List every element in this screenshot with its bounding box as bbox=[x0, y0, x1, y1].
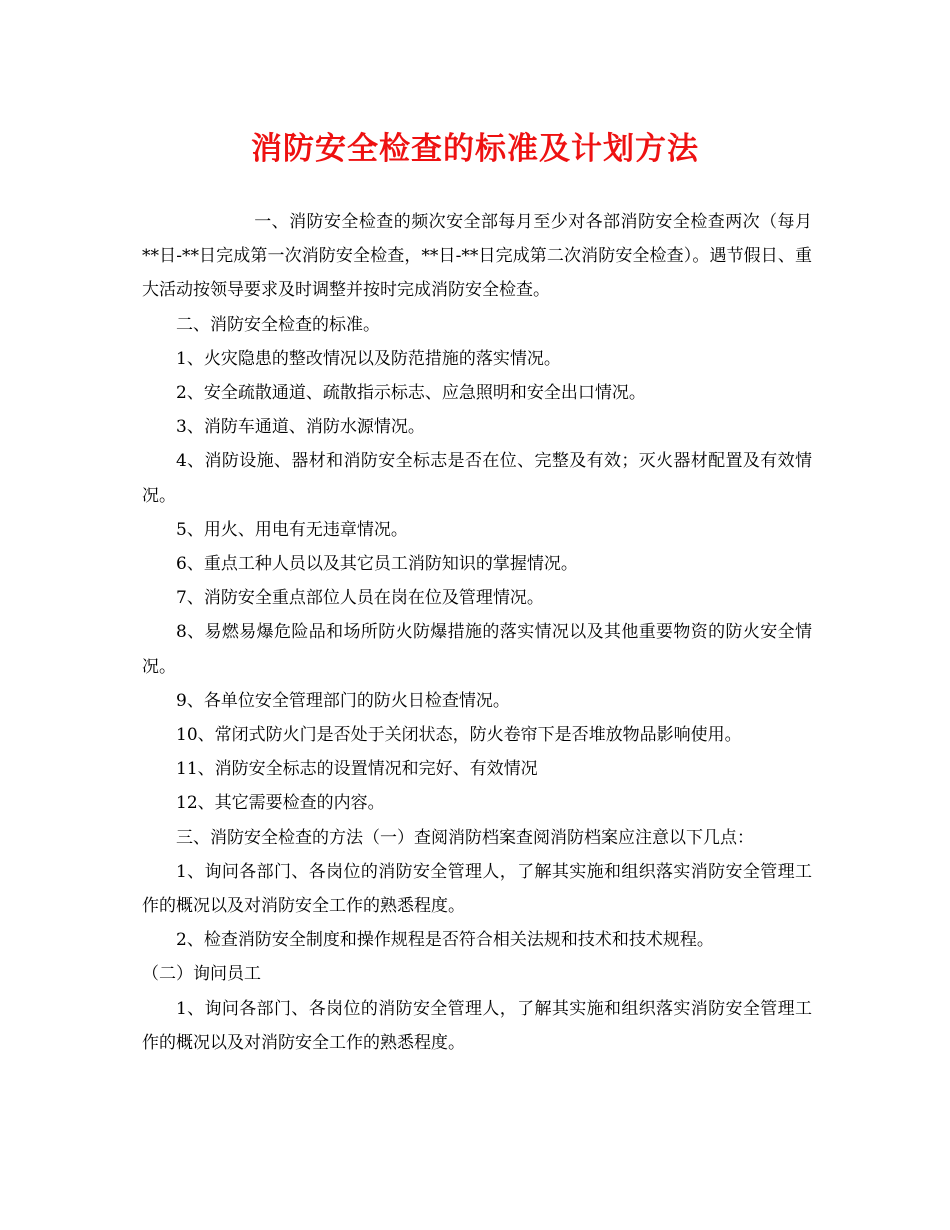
list-item: 1、询问各部门、各岗位的消防安全管理人，了解其实施和组织落实消防安全管理工作的概况以及对消防安全工作的熟悉程度。 bbox=[142, 861, 812, 917]
document-body bbox=[142, 205, 812, 1060]
list-item: 7、消防安全重点部位人员在岗在位及管理情况。 bbox=[176, 588, 544, 609]
list-item: 6、重点工种人员以及其它员工消防知识的掌握情况。 bbox=[176, 554, 578, 575]
document-title: 消防安全检查的标准及计划方法 bbox=[251, 131, 699, 167]
heading-standards: 二、消防安全检查的标准。 bbox=[176, 314, 380, 335]
list-item: 12、其它需要检查的内容。 bbox=[176, 793, 385, 814]
list-item: 11、消防安全标志的设置情况和完好、有效情况 bbox=[176, 759, 538, 780]
list-item: 2、检查消防安全制度和操作规程是否符合相关法规和技术和技术规程。 bbox=[176, 930, 714, 951]
list-item: 10、常闭式防火门是否处于关闭状态，防火卷帘下是否堆放物品影响使用。 bbox=[176, 725, 742, 746]
list-item: 1、询问各部门、各岗位的消防安全管理人，了解其实施和组织落实消防安全管理工作的概况以及对消防安全工作的熟悉程度。 bbox=[142, 998, 812, 1053]
list-item: 5、用火、用电有无违章情况。 bbox=[176, 519, 408, 540]
list-item: 4、消防设施、器材和消防安全标志是否在位、完整及有效；灭火器材配置及有效情况。 bbox=[142, 451, 812, 506]
list-item: 3、消防车通道、消防水源情况。 bbox=[176, 417, 425, 438]
list-item: 1、火灾隐患的整改情况以及防范措施的落实情况。 bbox=[176, 348, 561, 369]
list-item: 9、各单位安全管理部门的防火日检查情况。 bbox=[176, 690, 510, 711]
heading-methods: 三、消防安全检查的方法（一）查阅消防档案查阅消防档案应注意以下几点： bbox=[176, 827, 754, 848]
paragraph-frequency: 一、消防安全检查的频次安全部每月至少对各部消防安全检查两次（每月**日-**日完成第一次消防安全检查，**日-**日完成第二次消防安全检查）。遇节假日、重大活动按领导要求及时调整并按时完成消防安全检查。 bbox=[142, 212, 812, 301]
list-item: 8、易燃易爆危险品和场所防火防爆措施的落实情况以及其他重要物资的防火安全情况。 bbox=[142, 622, 812, 677]
list-item: 2、安全疏散通道、疏散指示标志、应急照明和安全出口情况。 bbox=[176, 383, 646, 404]
subheading-ask-staff: （二）询问员工 bbox=[142, 964, 261, 985]
